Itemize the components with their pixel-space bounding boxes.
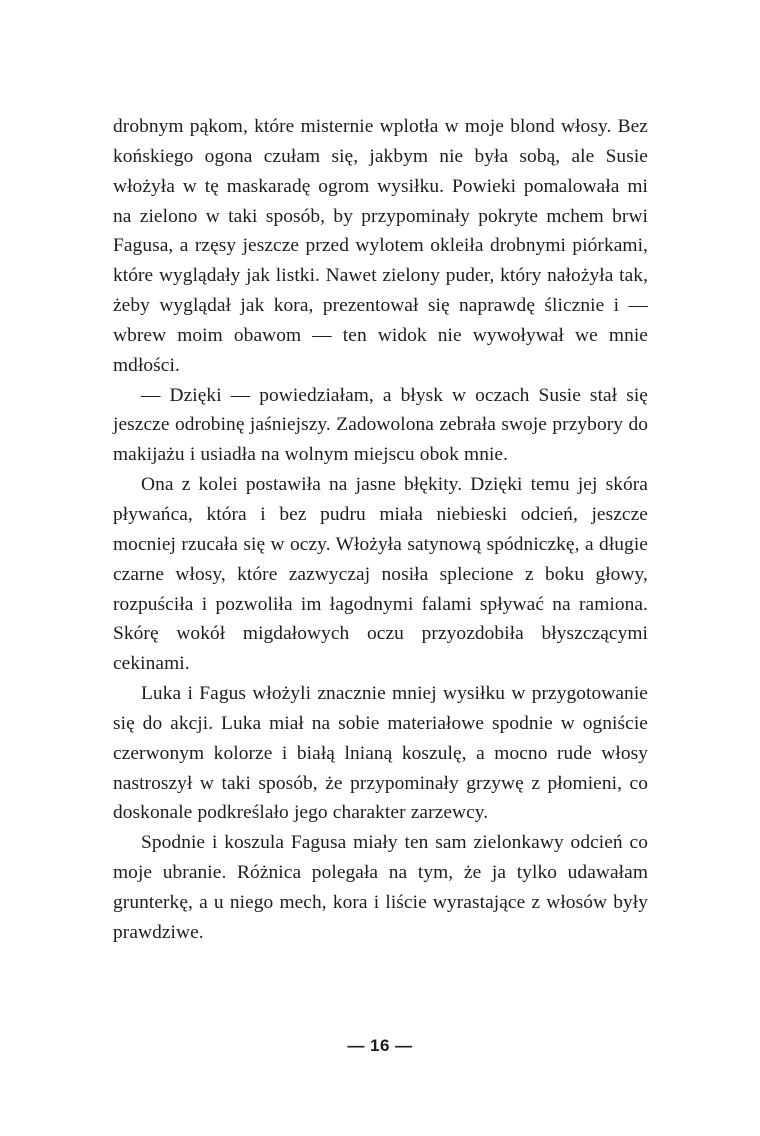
body-text-block xyxy=(113,112,648,948)
paragraph-1: drobnym pąkom, które misternie wplotła w moje blond włosy. Bez końskiego ogona czułam się, jakbym nie była sobą, ale Susie włożyła w tę maskaradę ogrom wysiłku. Powieki pomalowała mi na zielono w taki sposób, by przypominały pokryte mchem brwi Fagusa, a rzęsy jeszcze przed wylotem okleiła drobnymi piórkami, które wyglądały jak listki. Nawet zielony puder, który nałożyła tak, żeby wyglądał jak kora, prezentował się naprawdę ślicznie i — wbrew moim obawom — ten widok nie wywoływał we mnie mdłości. xyxy=(113,116,648,376)
paragraph-5: Spodnie i koszula Fagusa miały ten sam zielonkawy odcień co moje ubranie. Różnica polegała na tym, że ja tylko udawałam grunterkę, a u niego mech, kora i liście wyrastające z włosów były prawdziwe. xyxy=(113,832,648,943)
page-number: — 16 — xyxy=(347,1036,413,1055)
paragraph-2: — Dzięki — powiedziałam, a błysk w oczach Susie stał się jeszcze odrobinę jaśniejszy. Zadowolona zebrała swoje przybory do makijażu i usiadła na wolnym miejscu obok mnie. xyxy=(113,384,648,466)
paragraph-4: Luka i Fagus włożyli znacznie mniej wysiłku w przygotowanie się do akcji. Luka miał na sobie materiałowe spodnie w ogniście czerwonym kolorze i białą lnianą koszulę, a mocno rude włosy nastroszył w taki sposób, że przypominały grzywę z płomieni, co doskonale podkreślało jego charakter zarzewcy. xyxy=(113,683,648,824)
paragraph-3: Ona z kolei postawiła na jasne błękity. Dzięki temu jej skóra pływańca, która i bez pudru miała niebieski odcień, jeszcze mocniej rzucała się w oczy. Włożyła satynową spódniczkę, a długie czarne włosy, które zazwyczaj nosiła splecione z boku głowy, rozpuściła i pozwoliła im łagodnymi falami spływać na ramiona. Skórę wokół migdałowych oczu przyozdobiła błyszczącymi cekinami. xyxy=(113,474,648,675)
